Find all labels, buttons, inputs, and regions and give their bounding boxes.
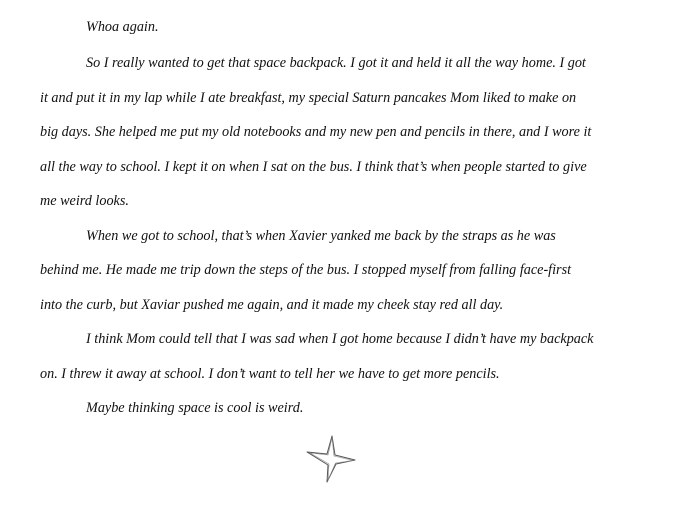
paragraph-line-12: Maybe thinking space is cool is weird. xyxy=(86,400,304,416)
paragraph-line-4: big days. She helped me put my old notebooks and my new pen and pencils in there, and I wore it xyxy=(40,124,592,140)
paragraph-line-9: into the curb, but Xaviar pushed me again, and it made my cheek stay red all day. xyxy=(40,297,504,313)
paragraph-line-7: When we got to school, that’s when Xavier yanked me back by the straps as he was xyxy=(86,228,556,244)
hand-drawn-star-icon xyxy=(303,434,359,486)
paragraph-line-8: behind me. He made me trip down the steps of the bus. I stopped myself from falling face-first xyxy=(40,262,572,278)
paragraph-line-11: on. I threw it away at school. I don’t want to tell her we have to get more pencils. xyxy=(40,366,500,382)
paragraph-line-1: Whoa again. xyxy=(86,19,159,35)
paragraph-line-5: all the way to school. I kept it on when I sat on the bus. I think that’s when people started to give xyxy=(40,159,587,175)
paragraph-line-10: I think Mom could tell that I was sad when I got home because I didn’t have my backpack xyxy=(86,331,594,347)
paragraph-line-2: So I really wanted to get that space backpack. I got it and held it all the way home. I got xyxy=(86,55,586,71)
paragraph-line-6: me weird looks. xyxy=(40,193,129,209)
paragraph-line-3: it and put it in my lap while I ate breakfast, my special Saturn pancakes Mom liked to make on xyxy=(40,90,577,106)
